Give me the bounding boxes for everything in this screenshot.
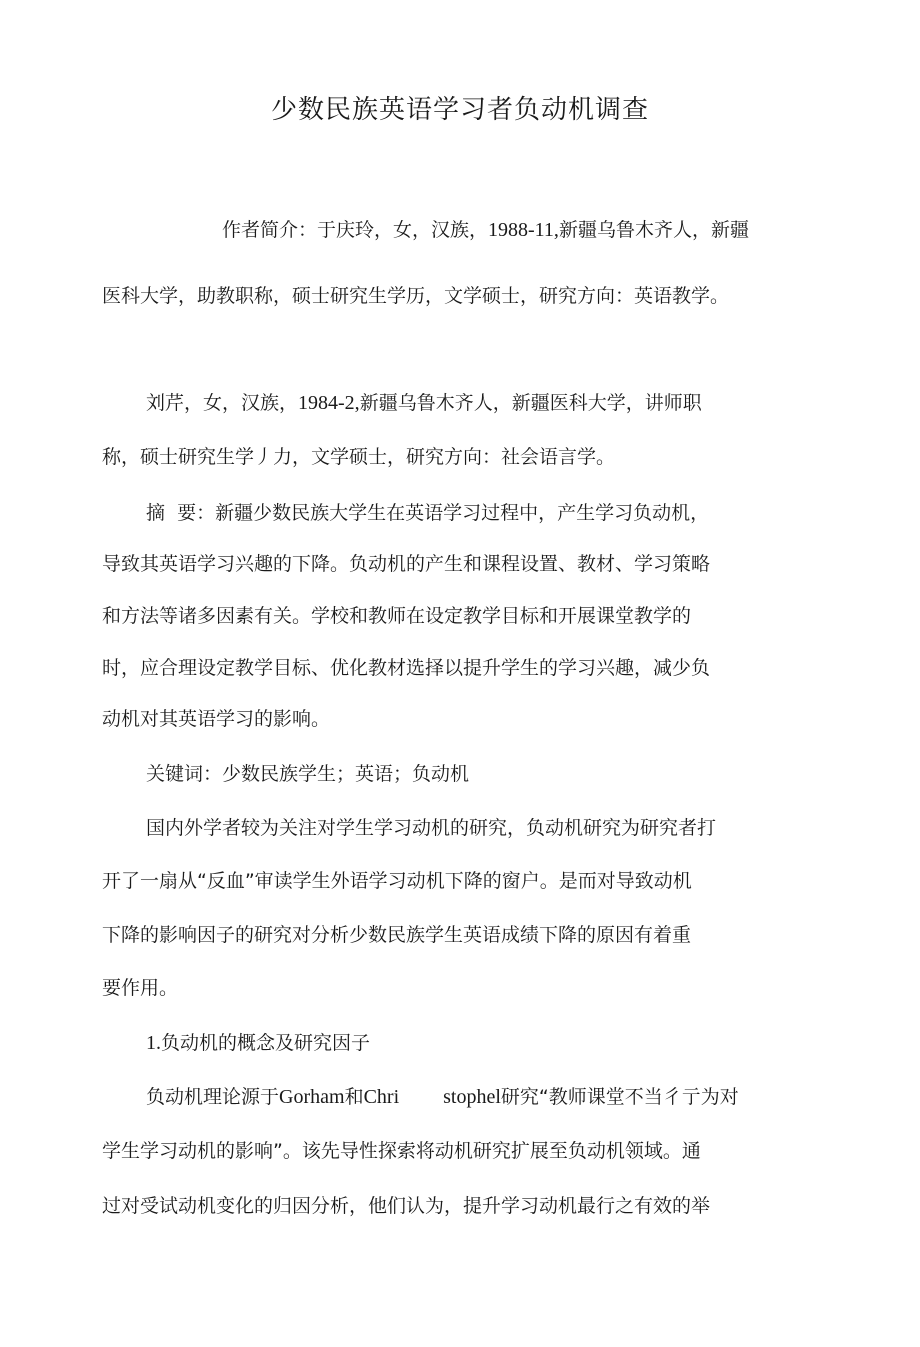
- abstract-line: 和方法等诸多因素有关。学校和教师在设定教学目标和开展课堂教学的: [102, 605, 692, 627]
- section-1-heading: 1.负动机的概念及研究因子: [146, 1032, 371, 1054]
- para2-line-1: 负动机理论源于Gorham和Chri stophel研究“教师课堂不当彳亍为对: [146, 1086, 739, 1108]
- intro-line: 开了一扇从“反血”审读学生外语学习动机下降的窗户。是而对导致动机: [102, 870, 692, 892]
- intro-line: 下降的影响因子的研究对分析少数民族学生英语成绩下降的原因有着重: [102, 924, 692, 946]
- abstract-line: 动机对其英语学习的影响。: [102, 708, 331, 730]
- intro-line: 国内外学者较为关注对学生学习动机的研究，负动机研究为研究者打: [146, 817, 717, 839]
- abstract-line: 导致其英语学习兴趣的下降。负动机的产生和课程设置、教材、学习策略: [102, 553, 711, 575]
- author1-line-2: 医科大学，助教职称，硕士研究生学历，文学硕士，研究方向：英语教学。: [102, 285, 730, 307]
- author2-line-1: 刘芹，女，汉族，1984-2,新疆乌鲁木齐人，新疆医科大学，讲师职: [146, 392, 702, 414]
- author1-line-1: 作者简介：于庆玲，女，汉族，1988-11,新疆乌鲁木齐人，新疆: [222, 219, 749, 241]
- para2-line-2: 学生学习动机的影响”。该先导性探索将动机研究扩展至负动机领域。通: [102, 1140, 701, 1162]
- intro-line: 要作用。: [102, 977, 179, 999]
- para2-line-3: 过对受试动机变化的归因分析，他们认为，提升学习动机最行之有效的举: [102, 1195, 711, 1217]
- abstract-line: 摘 要：新疆少数民族大学生在英语学习过程中，产生学习负动机，: [146, 502, 710, 524]
- abstract-line: 时，应合理设定教学目标、优化教材选择以提升学生的学习兴趣，减少负: [102, 657, 711, 679]
- author2-line-2: 称，硕士研究生学丿力，文学硕士，研究方向：社会语言学。: [102, 446, 616, 468]
- document-title: 少数民族英语学习者负动机调查: [270, 95, 649, 125]
- keywords: 关键词：少数民族学生；英语；负动机: [146, 763, 470, 785]
